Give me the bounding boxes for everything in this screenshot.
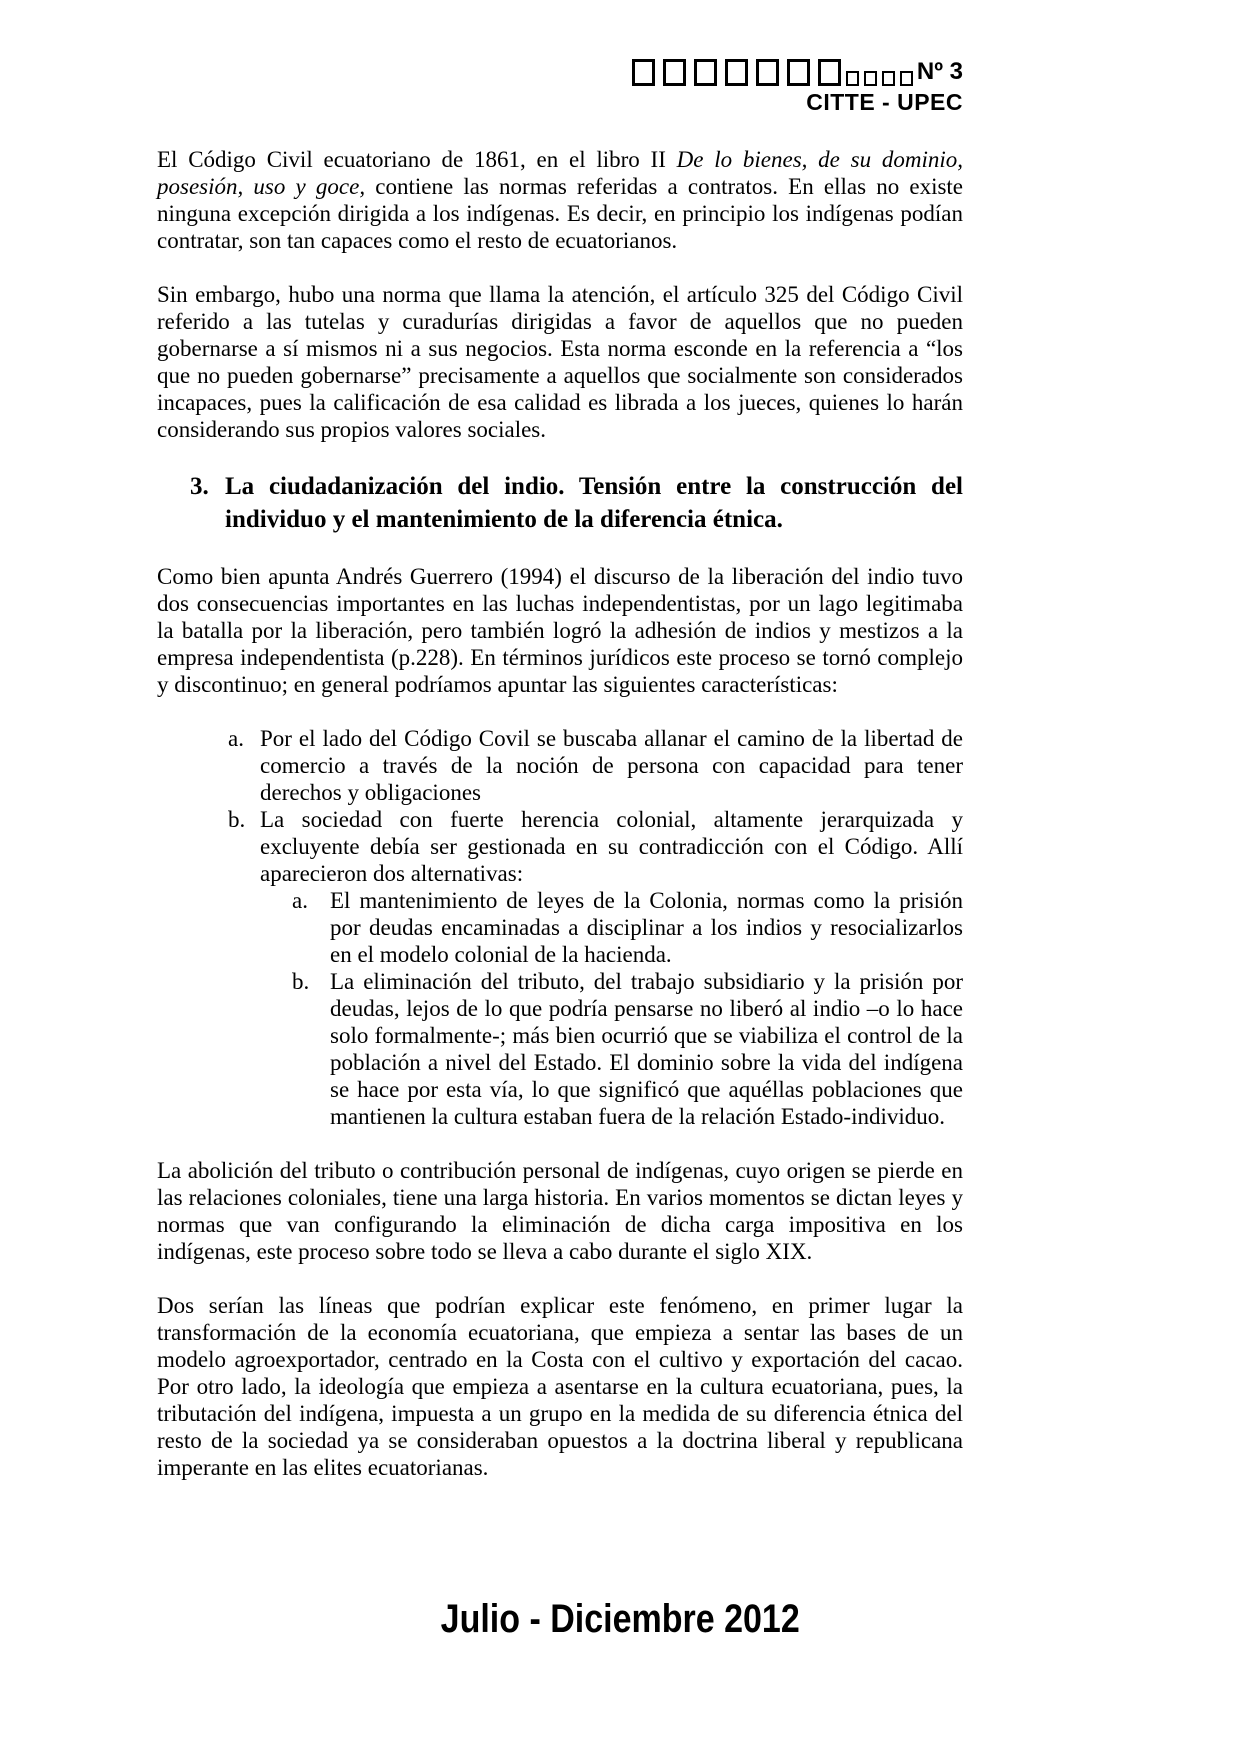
tofu-box-icon [900,71,913,86]
tofu-box-icon [882,71,895,86]
paragraph-dos-lineas: Dos serían las líneas que podrían explicar este fenómeno, en primer lugar la transformación de la economía ecuatoriana, que empieza a sentar las bases de un modelo agroexportador, centrado en la Costa con el cultivo y exportación del cacao. Por otro lado, la ideología que empieza a asentarse en la cultura ecuatoriana, pues, la tributación del indígena, impuesta a un grupo en la medida de su diferencia étnica del resto de la sociedad ya se consideraban opuestos a la doctrina liberal y republicana imperante en las elites ecuatorianas. [157,1293,963,1480]
paragraph-text: contiene las normas referidas a contratos. En ellas no existe ninguna excepción dirigida a los indígenas. Es decir, en principio los indígenas podían contratar, son tan capaces como el resto de ecuatorianos. [157,174,964,253]
tofu-box-icon [663,59,686,86]
tofu-box-icon [694,59,717,86]
list-item-b [157,806,963,1130]
list-item-text: La sociedad con fuerte herencia colonial, altamente jerarquizada y excluyente debía ser gestionada en su contradicción con el Código. Allí aparecieron dos alternativas: [260,807,963,886]
list-marker: b. [292,969,310,994]
characteristics-list [157,725,963,1130]
heading-text: La ciudadanización del indio. Tensión entre la construcción del individuo y el mantenimiento de la diferencia étnica. [225,473,963,533]
tofu-box-icon [846,71,859,86]
organization-name: CITTE - UPEC [806,89,963,115]
paragraph-articulo-325: Sin embargo, hubo una norma que llama la atención, el artículo 325 del Código Civil referido a las tutelas y curadurías dirigidas a favor de aquellos que no pueden gobernarse a sí mismos ni a sus negocios. Esta norma esconde en la referencia a “los que no pueden gobernarse” precisamente a aquellos que socialmente son considerados incapaces, pues la calificación de esa calidad es librada a los jueces, quienes lo harán considerando sus propios valores sociales. [157,282,963,442]
tofu-box-icon [864,71,877,86]
page-footer [0,1598,1240,1640]
footer-date-range: Julio - Diciembre 2012 [440,1597,800,1641]
page-header [157,0,963,116]
sublist-item-text: El mantenimiento de leyes de la Colonia, normas como la prisión por deudas encaminadas a disciplinar a los indios y resocializarlos en el modelo colonial de la hacienda. [330,888,963,967]
list-item-text: Por el lado del Código Covil se buscaba allanar el camino de la libertad de comercio a través de la noción de persona con capacidad para tener derechos y obligaciones [260,726,963,805]
paragraph-codigo-civil [157,146,963,254]
paragraph-guerrero: Como bien apunta Andrés Guerrero (1994) el discurso de la liberación del indio tuvo dos consecuencias importantes en las luchas independentistas, por un lago legitimaba la batalla por la liberación, pero también logró la adhesión de indios y mestizos a la empresa independentista (p.228). En términos jurídicos este proceso se tornó complejo y discontinuo; en general podríamos apuntar las siguientes características: [157,564,963,697]
page-content [157,0,963,1508]
sublist-item-text: La eliminación del tributo, del trabajo subsidiario y la prisión por deudas, lejos de lo que podría pensarse no liberó al indio –o lo hace solo formalmente-; más bien ocurrió que se viabiliza el control de la población a nivel del Estado. El dominio sobre la vida del indígena se hace por esta vía, lo que significó que aquéllas poblaciones que mantienen la cultura estaban fuera de la relación Estado-individuo. [330,969,963,1129]
heading-number: 3. [190,473,209,500]
list-item-a [157,725,963,806]
list-marker: b. [228,807,246,832]
paragraph-abolicion-tributo: La abolición del tributo o contribución personal de indígenas, cuyo origen se pierde en las relaciones coloniales, tiene una larga historia. En varios momentos se dictan leyes y normas que van configurando la eliminación de dicha carga impositiva en los indígenas, este proceso sobre todo se lleva a cabo durante el siglo XIX. [157,1158,963,1264]
sublist-item-a [292,887,963,968]
tofu-boxes [624,59,913,86]
tofu-box-icon [632,59,655,86]
list-marker: a. [228,726,244,751]
list-item-body [260,806,963,1130]
book-title-italic: De lo bienes, de su dominio, posesión, uso y goce, [157,147,964,199]
paragraph-text: El Código Civil ecuatoriano de 1861, en el libro II [157,147,677,172]
section-heading [190,470,963,536]
issue-number: Nº 3 [916,58,963,85]
sublist-item-b [292,968,963,1130]
tofu-box-icon [787,59,810,86]
header-issue-line [157,58,963,86]
alternatives-sublist [260,887,963,1130]
tofu-box-icon [756,59,779,86]
tofu-box-icon [725,59,748,86]
tofu-box-icon [818,59,841,86]
list-marker: a. [292,888,308,913]
